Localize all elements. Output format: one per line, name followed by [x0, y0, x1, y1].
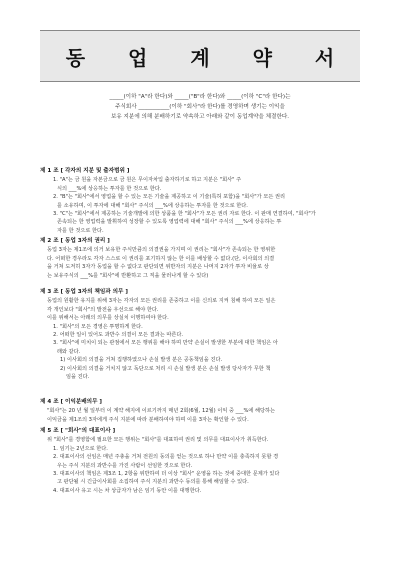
article-line: 3. "회사"에 미치이 되는 관점에서 모든 행위를 해야 하며 만약 손실이 발생한 부분에 대한 책임은 아 [53, 340, 278, 347]
article-heading: 제 2 조 [ 동업 3자의 권리 ] [40, 238, 110, 244]
article-line: 2. "B"는 "회사"에서 영업을 할 수 있는 모든 기술을 제공하고 이 기술(특허 포함)을 "회사"가 모든 권리 [53, 194, 286, 201]
article-line: 식의 ___%에 상응하는 투자를 한 것으로 한다. [57, 185, 162, 192]
intro-paragraph [40, 92, 360, 122]
article-heading: 제 3 조 [ 동업 3자의 책임과 의무 ] [40, 289, 128, 295]
intro-line: 보유 지분에 의해 분배하기로 약속하고 아래와 같이 동업계약을 체결한다. [110, 114, 290, 120]
article-line: 동업 3자는 제1조에 의거 보유한 주식만큼의 의결권을 가지며 이 권리는 "회사"가 존속되는 한 영위한 [47, 247, 276, 254]
article-line: 래와 같다. [57, 348, 81, 355]
article-line: 1) 이사회의 의결을 거쳐 집행하였으나 손실 발생 분은 공동책임을 진다. [60, 357, 223, 364]
article-line: 는 보유주식의 ___%를 "회사"에 반환하고 그 직을 물러나게 할 수 있다) [47, 272, 209, 279]
article-line: 이를 위해서는 아래의 의무를 상실치 이행하여야 한다. [47, 315, 169, 322]
article-line: 각 개인보다 "회사"의 발전을 우선으로 해야 한다. [47, 306, 159, 313]
article-heading: 제 4 조 [ 이익분배의무 ] [40, 399, 102, 405]
document-title: 동 업 계 약 서 [65, 45, 353, 70]
article-line: 고 판단될 시 긴급이사회를 소집하여 주식 지분의 과반수 동의를 통해 해임할 수 있다. [57, 479, 249, 486]
article-line: 를 소유하며, 이 투자에 대해 "회사" 주식의 ___%에 상응하는 투자를 한 것으로 한다. [57, 202, 248, 209]
intro-line: 주식회사 ___________(이하 "회사"라 한다)를 경영하며 생기는 이익을 [115, 104, 285, 110]
article-3 [40, 288, 360, 381]
article-heading: 제 5 조 [ "회사"의 대표이사 ] [40, 428, 116, 434]
article-heading: 제 1 조 [ 각자의 지분 및 출자범위 ] [40, 168, 130, 174]
article-line: 임을 진다. [66, 374, 90, 381]
intro-line: _____(이하 "A"라 한다)와 _____("B"라 한다)와 _____(이하 "C"라 한다)는 [109, 94, 291, 100]
article-line: 2. 대표이사의 선임은 매년 주총을 거쳐 전원의 동의를 얻는 것으로 하나 만약 이를 충족하지 못할 경 [53, 454, 279, 461]
article-line: 2. 어떠한 일이 있어도 과반수 의결이 모든 결과는 따른다. [53, 332, 184, 339]
article-1 [40, 167, 360, 235]
article-line: 1. "A"는 금 원을 자본금으로 금 원은 무이자차입 출자하기로 하고 지분은 "회사" 주 [53, 177, 242, 184]
article-line: 3. 대표이사의 책임은 제3조 1, 2항을 위반하여 더 이상 "회사" 운영을 하는 것에 중대한 문제가 있다 [53, 471, 280, 478]
article-line: 이익금을 제1조의 3자에게 주식 지분에 따라 분배하여야 하며 이를 3자는 확인할 수 있다. [47, 416, 249, 423]
article-line: 1. 임기는 2년으로 한다. [53, 445, 108, 452]
article-5 [40, 427, 360, 495]
article-line: 4. 대표이사 유고 시는 차 상급자가 남은 임기 동안 이를 대행한다. [53, 487, 202, 494]
article-4 [40, 398, 360, 424]
article-line: 자를 한 것으로 한다. [57, 227, 104, 234]
article-line: 다. 어떠한 경우라도 각자 스스로 이 권리를 포기하지 않는 한 이를 배상할 수 없다.(단, 이사회의 의결 [47, 255, 275, 262]
title-banner [40, 30, 360, 82]
article-line: 을 거쳐 도저히 3자가 동업을 할 수 없다고 판단되면 위반자의 지분은 나머지 2자가 투자 비율로 상 [47, 264, 269, 271]
article-line: 2) 이사회의 의결을 거치지 않고 독단으로 처리 시 손실 발생 분은 손실 발생 당사자가 무한 책 [60, 365, 271, 372]
article-line: 위 "회사"를 경영함에 필요한 모든 행위는 "회사"를 대표하여 권리 및 의무를 대표이사가 취득한다. [47, 437, 269, 444]
article-line: 존속되는 한 영업력을 발휘하여 성장할 수 있도록 영업력에 대해 "회사" 주식의 ___%에 상응하는 투 [57, 219, 282, 226]
article-line: 3. "C"는 "회사"에서 제공하는 기술개발에 의한 상품을 한 "회사"가 모든 권리 자로 한다. 이 판매 연결하여, "회사"가 [53, 211, 316, 218]
article-line: 동업의 원활한 유지를 위해 3자는 각자의 모든 권리를 존중하고 이를 신의로 지켜 침해 하여 모든 일은 [47, 298, 276, 305]
article-line: "회사"는 20 년 월 일부터 이 계약 해지에 이르기까지 매년 2회(6월, 12월) 이익 중 ___%에 해당하는 [47, 408, 276, 415]
article-line: 우는 주식 지분의 과반수를 가진 사람이 선임한 것으로 한다. [57, 462, 193, 469]
article-line: 1. "회사"의 모든 경영은 투명하게 한다. [53, 323, 143, 330]
article-2 [40, 237, 360, 280]
